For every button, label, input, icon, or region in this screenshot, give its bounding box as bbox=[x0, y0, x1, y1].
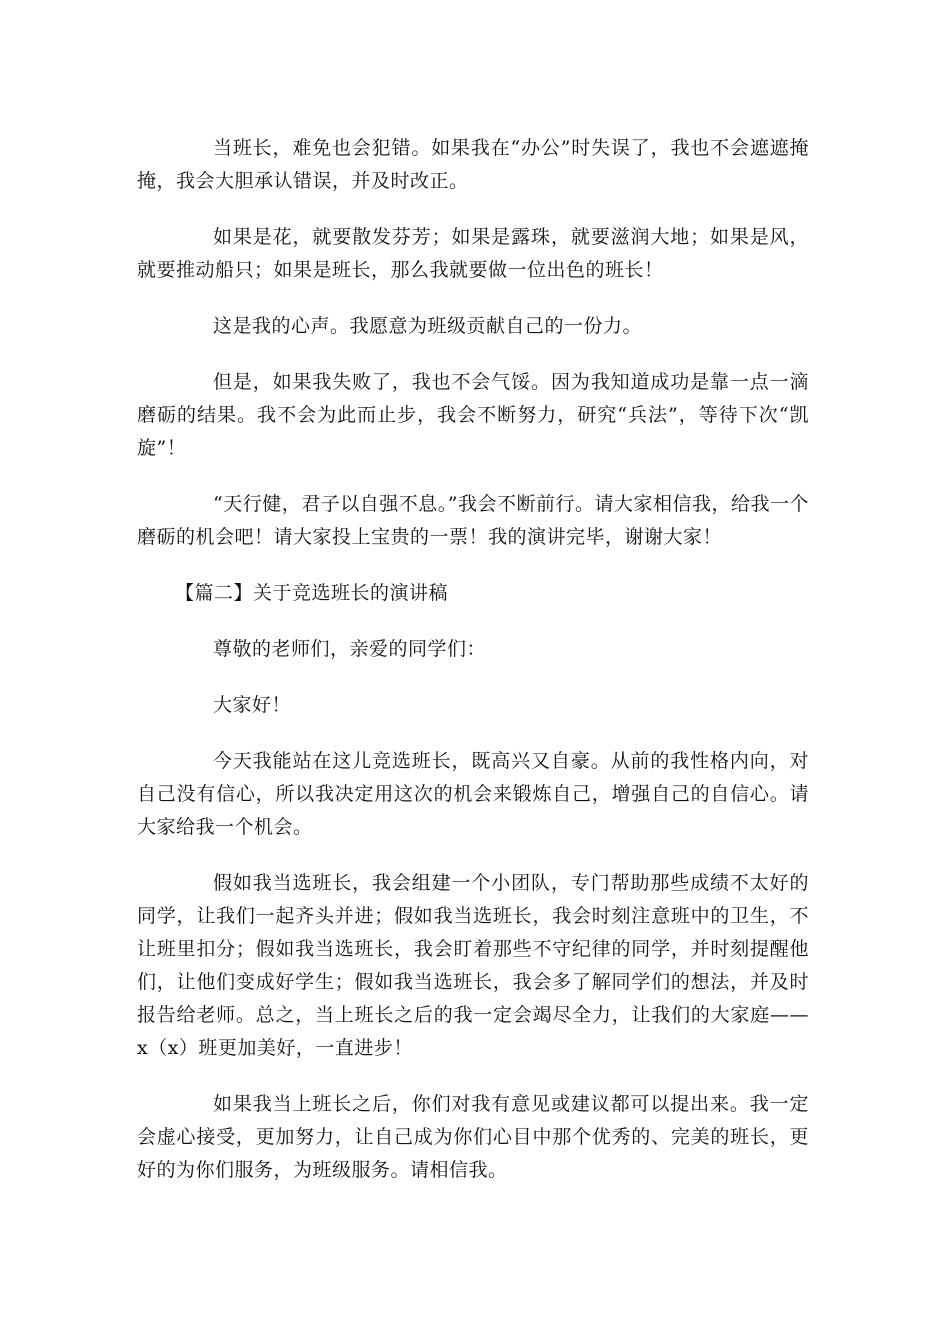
greeting: 大家好！ bbox=[213, 694, 292, 716]
paragraph: “天行健，君子以自强不息。”我会不断前行。请大家相信我，给我一个磨砺的机会吧！请大家投上宝贵的一票！我的演讲完毕，谢谢大家！ bbox=[137, 493, 809, 548]
paragraph: 如果是花，就要散发芬芳；如果是露珠，就要滋润大地；如果是风，就要推动船只；如果是班长，那么我就要做一位出色的班长！ bbox=[137, 226, 809, 281]
paragraph: 今天我能站在这儿竞选班长，既高兴又自豪。从前的我性格内向，对自己没有信心，所以我决定用这次的机会来锻炼自己，增强自己的自信心。请大家给我一个机会。 bbox=[137, 750, 809, 838]
paragraph: 但是，如果我失败了，我也不会气馁。因为我知道成功是靠一点一滴磨砺的结果。我不会为此而止步，我会不断努力，研究“兵法”，等待下次“凯旋”！ bbox=[137, 371, 809, 459]
paragraph: 当班长，难免也会犯错。如果我在“办公”时失误了，我也不会遮遮掩掩，我会大胆承认错误，并及时改正。 bbox=[137, 137, 809, 192]
paragraph: 假如我当选班长，我会组建一个小团队，专门帮助那些成绩不太好的同学，让我们一起齐头并进；假如我当选班长，我会时刻注意班中的卫生，不让班里扣分；假如我当选班长，我会盯着那些不守纪律的同学，并时刻提醒他们，让他们变成好学生；假如我当选班长，我会多了解同学们的想法，并及时报告给老师。总之，当上班长之后的我一定会竭尽全力，让我们的大家庭——x（x）班更加美好，一直进步！ bbox=[137, 872, 809, 1059]
paragraph: 如果我当上班长之后，你们对我有意见或建议都可以提出来。我一定会虚心接受，更加努力，让自己成为你们心目中那个优秀的、完美的班长，更好的为你们服务，为班级服务。请相信我。 bbox=[137, 1093, 809, 1181]
paragraph: 这是我的心声。我愿意为班级贡献自己的一份力。 bbox=[213, 315, 643, 337]
document-body bbox=[137, 132, 809, 1210]
salutation: 尊敬的老师们，亲爱的同学们： bbox=[213, 638, 487, 660]
section-title: 【篇二】关于竞选班长的演讲稿 bbox=[175, 582, 449, 604]
